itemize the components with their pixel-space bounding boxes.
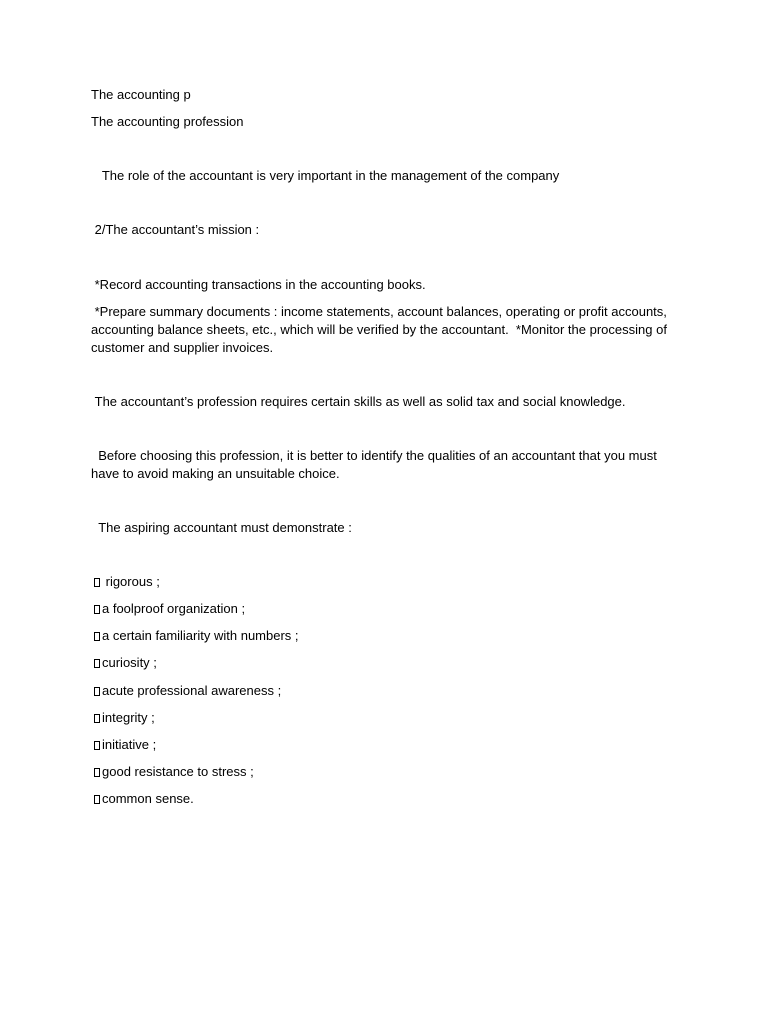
missing-glyph-icon	[94, 687, 100, 696]
quality-text: initiative ;	[102, 737, 157, 752]
quality-item	[91, 736, 681, 754]
missing-glyph-icon	[94, 632, 100, 641]
quality-item	[91, 600, 681, 618]
requirements-paragraph: The accountant’s profession requires certain skills as well as solid tax and social knowledge.	[91, 394, 626, 409]
missing-glyph-icon	[94, 768, 100, 777]
missing-glyph-icon	[94, 578, 100, 587]
mission-heading: 2/The accountant’s mission :	[91, 222, 260, 237]
quality-item	[91, 682, 681, 700]
quality-text: a foolproof organization ;	[102, 601, 246, 616]
missing-glyph-icon	[94, 659, 100, 668]
document-title: The accounting profession	[91, 114, 244, 129]
advice-paragraph: Before choosing this profession, it is better to identify the qualities of an accountant that you must have to avoid making an unsuitable choice.	[91, 448, 661, 481]
heading-fragment: The accounting p	[91, 87, 191, 102]
task-record-transactions: *Record accounting transactions in the accounting books.	[91, 277, 426, 292]
quality-item	[91, 709, 681, 727]
missing-glyph-icon	[94, 714, 100, 723]
quality-text: curiosity ;	[102, 655, 157, 670]
quality-text: acute professional awareness ;	[102, 683, 282, 698]
missing-glyph-icon	[94, 741, 100, 750]
quality-text: rigorous ;	[102, 574, 160, 589]
quality-text: integrity ;	[102, 710, 155, 725]
quality-item	[91, 654, 681, 672]
quality-text: a certain familiarity with numbers ;	[102, 628, 299, 643]
intro-paragraph: The role of the accountant is very important in the management of the company	[91, 168, 560, 183]
quality-text: common sense.	[102, 791, 194, 806]
task-prepare-documents: *Prepare summary documents : income statements, account balances, operating or profit accounts, accounting balance sheets, etc., which will be verified by the accountant. *Monitor the processing of customer and supplier invoices.	[91, 304, 671, 355]
qualities-intro: The aspiring accountant must demonstrate :	[91, 520, 352, 535]
quality-item	[91, 627, 681, 645]
quality-text: good resistance to stress ;	[102, 764, 254, 779]
missing-glyph-icon	[94, 795, 100, 804]
quality-item	[91, 790, 681, 808]
quality-item	[91, 573, 681, 591]
quality-item	[91, 763, 681, 781]
missing-glyph-icon	[94, 605, 100, 614]
